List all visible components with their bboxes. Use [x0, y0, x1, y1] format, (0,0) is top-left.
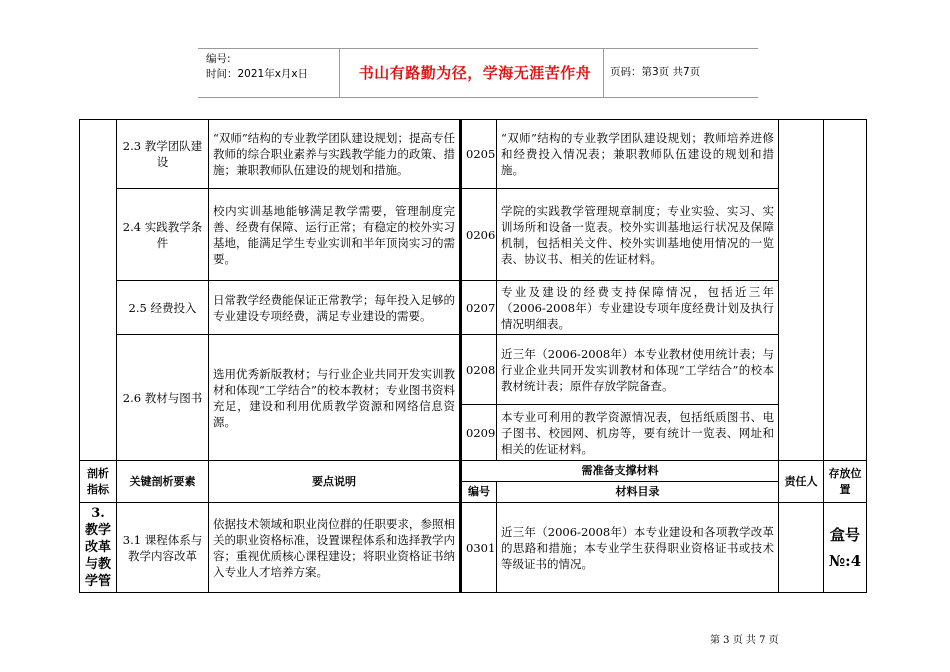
indicator-cell-empty: [80, 120, 117, 461]
table-row: [80, 189, 867, 281]
key-element-cell: 2.3 教学团队建设: [117, 120, 209, 189]
code-cell: 0207: [461, 281, 497, 335]
description-cell: 选用优秀新版教材；与行业企业共同开发实训教材和体现“工学结合”的校本教材；专业图书资料充足，建设和利用优质教学资源和网络信息资源。: [209, 335, 461, 461]
header-materials: 需准备支撑材料: [461, 461, 779, 482]
material-cell: “双师”结构的专业教学团队建设规划；教师培养进修和经费投入情况表；兼职教师队伍建设的规划和措施。: [497, 120, 779, 189]
table-row: [80, 120, 867, 189]
box-number: №:4: [828, 551, 862, 570]
box-number-cell: [824, 503, 867, 593]
material-cell: 学院的实践教学管理规章制度；专业实验、实习、实训场所和设备一览表。校外实训基地运行状况及保障机制，包括相关文件、校外实训基地使用情况的一览表、协议书、相关的佐证材料。: [497, 189, 779, 281]
description-cell: 依据技术领域和职业岗位群的任职要求，参照相关的职业资格标准，设置课程体系和选择教学内容；重视优质核心课程建设；将职业资格证书纳入专业人才培养方案。: [209, 503, 461, 593]
key-element-cell: 2.4 实践教学条件: [117, 189, 209, 281]
code-cell: 0209: [461, 405, 497, 461]
header-responsible: 责任人: [779, 461, 824, 503]
time-label: 时间：2021年x月x日: [206, 68, 309, 80]
header-meta: [206, 52, 308, 82]
table-header-row: [80, 461, 867, 482]
key-element-cell: 3.1 课程体系与教学内容改革: [117, 503, 209, 593]
table-row: [80, 335, 867, 405]
responsible-cell-empty: [779, 120, 824, 461]
responsible-cell-empty: [779, 503, 824, 593]
section-indicator: 3. 教学改革与教学管: [80, 503, 117, 593]
header-divider: [339, 49, 340, 97]
code-cell: 0206: [461, 189, 497, 281]
page-footer: 第 3 页 共 7 页: [710, 635, 779, 646]
code-cell: 0208: [461, 335, 497, 405]
material-cell: 专业及建设的经费支持保障情况，包括近三年（2006-2008年）专业建设专项年度经费计划及执行情况明细表。: [497, 281, 779, 335]
table-row: [80, 281, 867, 335]
code-cell: 0205: [461, 120, 497, 189]
description-cell: 日常教学经费能保证正常教学；每年投入足够的专业建设专项经费，满足专业建设的需要。: [209, 281, 461, 335]
header-number: 编号: [461, 482, 497, 503]
header-storage: 存放位置: [824, 461, 867, 503]
evaluation-table: [79, 119, 867, 593]
header-indicator: 剖析指标: [80, 461, 117, 503]
code-cell: 0301: [461, 503, 497, 593]
header-catalog: 材料目录: [497, 482, 779, 503]
key-element-cell: 2.5 经费投入: [117, 281, 209, 335]
storage-cell-empty: [824, 120, 867, 461]
box-label: 盒号: [829, 525, 860, 544]
table-row: [80, 503, 867, 593]
description-cell: “双师”结构的专业教学团队建设规划；提高专任教师的综合职业素养与实践教学能力的政策、措施；兼职教师队伍建设的规划和措施。: [209, 120, 461, 189]
header-points: 要点说明: [209, 461, 461, 503]
header-motto: 书山有路勤为径，学海无涯苦作舟: [358, 64, 592, 82]
material-cell: 近三年（2006-2008年）本专业教材使用统计表；与行业企业共同开发实训教材和体现“工学结合”的校本教材统计表；原件存放学院备查。: [497, 335, 779, 405]
header-page-label: 页码：第3页 共7页: [610, 66, 701, 78]
key-element-cell: 2.6 教材与图书: [117, 335, 209, 461]
page-header: [198, 48, 758, 98]
material-cell: 本专业可利用的教学资源情况表，包括纸质图书、电子图书、校园网、机房等，要有统计一览表、网址和相关的佐证材料。: [497, 405, 779, 461]
number-label: 编号:: [206, 53, 231, 65]
description-cell: 校内实训基地能够满足教学需要，管理制度完善、经费有保障、运行正常；有稳定的校外实习基地，能满足学生专业实训和半年顶岗实习的需要。: [209, 189, 461, 281]
material-cell: 近三年（2006-2008年）本专业建设和各项教学改革的思路和措施；本专业学生获得职业资格证书或技术等级证书的情况。: [497, 503, 779, 593]
header-key-elements: 关键剖析要素: [117, 461, 209, 503]
